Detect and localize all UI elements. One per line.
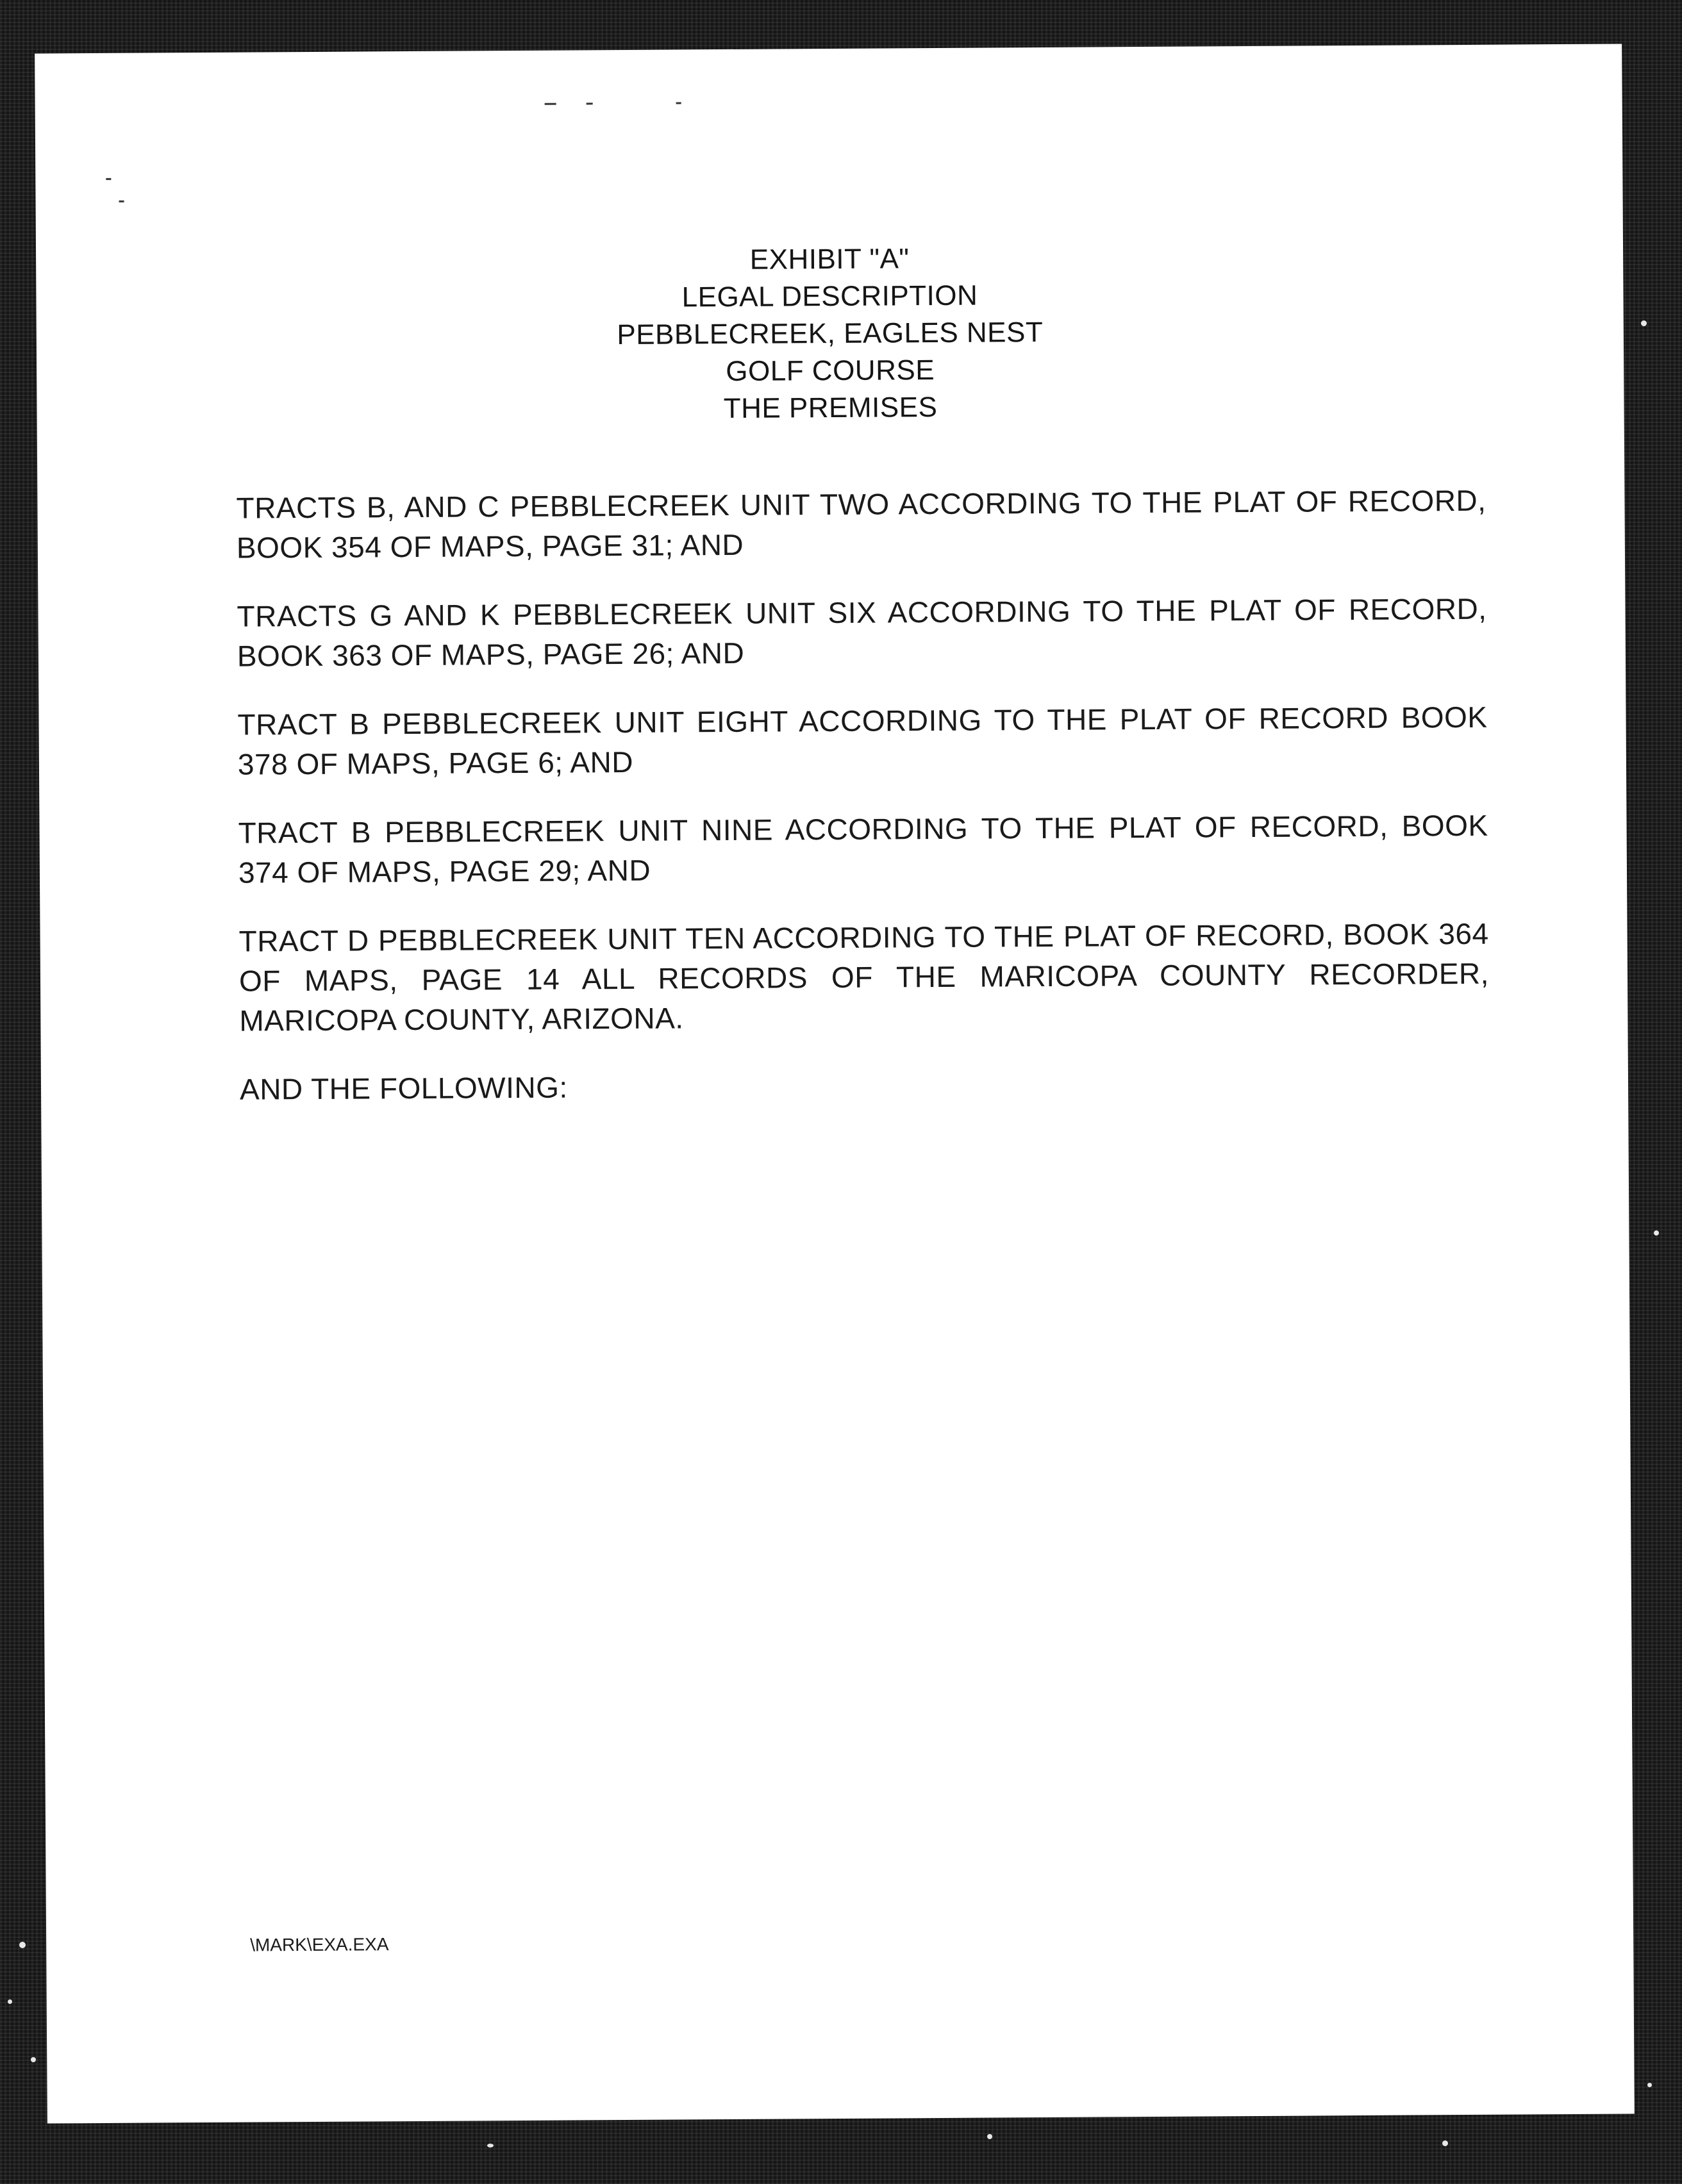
- scan-speck: [31, 2057, 36, 2062]
- scan-mark: [587, 103, 593, 104]
- scan-speck: [1654, 1230, 1659, 1236]
- scan-speck: [19, 1942, 26, 1948]
- scan-speck: [1442, 2140, 1448, 2146]
- scan-speck: [487, 2144, 494, 2147]
- scan-mark: [119, 201, 124, 203]
- tract-paragraph: TRACT D PEBBLECREEK UNIT TEN ACCORDING TO THE PLAT OF RECORD, BOOK 364 OF MAPS, PAGE 14 ALL RECORDS OF THE MARICOPA COUNTY RECORDER, MARICOPA COUNTY, ARIZONA.: [238, 916, 1490, 1038]
- file-reference: \MARK\EXA.EXA: [250, 1934, 389, 1955]
- scan-mark: [106, 178, 111, 180]
- following-paragraph: AND THE FOLLOWING:: [239, 1070, 568, 1106]
- scan-speck: [987, 2134, 992, 2139]
- tract-paragraph: TRACTS B, AND C PEBBLECREEK UNIT TWO ACCORDING TO THE PLAT OF RECORD, BOOK 354 OF MAPS, PAGE 31; AND: [236, 483, 1486, 565]
- heading-line: LEGAL DESCRIPTION: [681, 279, 978, 313]
- heading-line: EXHIBIT "A": [749, 243, 910, 276]
- legal-description-body: [236, 481, 1490, 1138]
- scan-speck: [8, 1999, 12, 2004]
- exhibit-heading: [36, 236, 1624, 431]
- heading-line: GOLF COURSE: [726, 354, 935, 388]
- tract-paragraph: TRACT B PEBBLECREEK UNIT EIGHT ACCORDING TO THE PLAT OF RECORD BOOK 378 OF MAPS, PAGE 6; AND: [237, 700, 1488, 781]
- heading-line: PEBBLECREEK, EAGLES NEST: [617, 316, 1044, 351]
- scan-speck: [1647, 2083, 1652, 2087]
- scan-speck: [1641, 320, 1647, 326]
- document-page: [35, 44, 1635, 2123]
- scan-mark: [676, 102, 681, 104]
- tract-paragraph: TRACTS G AND K PEBBLECREEK UNIT SIX ACCORDING TO THE PLAT OF RECORD, BOOK 363 OF MAPS, PAGE 26; AND: [237, 592, 1487, 673]
- heading-line: THE PREMISES: [723, 392, 938, 425]
- scan-mark: [545, 103, 556, 105]
- tract-paragraph: TRACT B PEBBLECREEK UNIT NINE ACCORDING TO THE PLAT OF RECORD, BOOK 374 OF MAPS, PAGE 29; AND: [238, 808, 1488, 889]
